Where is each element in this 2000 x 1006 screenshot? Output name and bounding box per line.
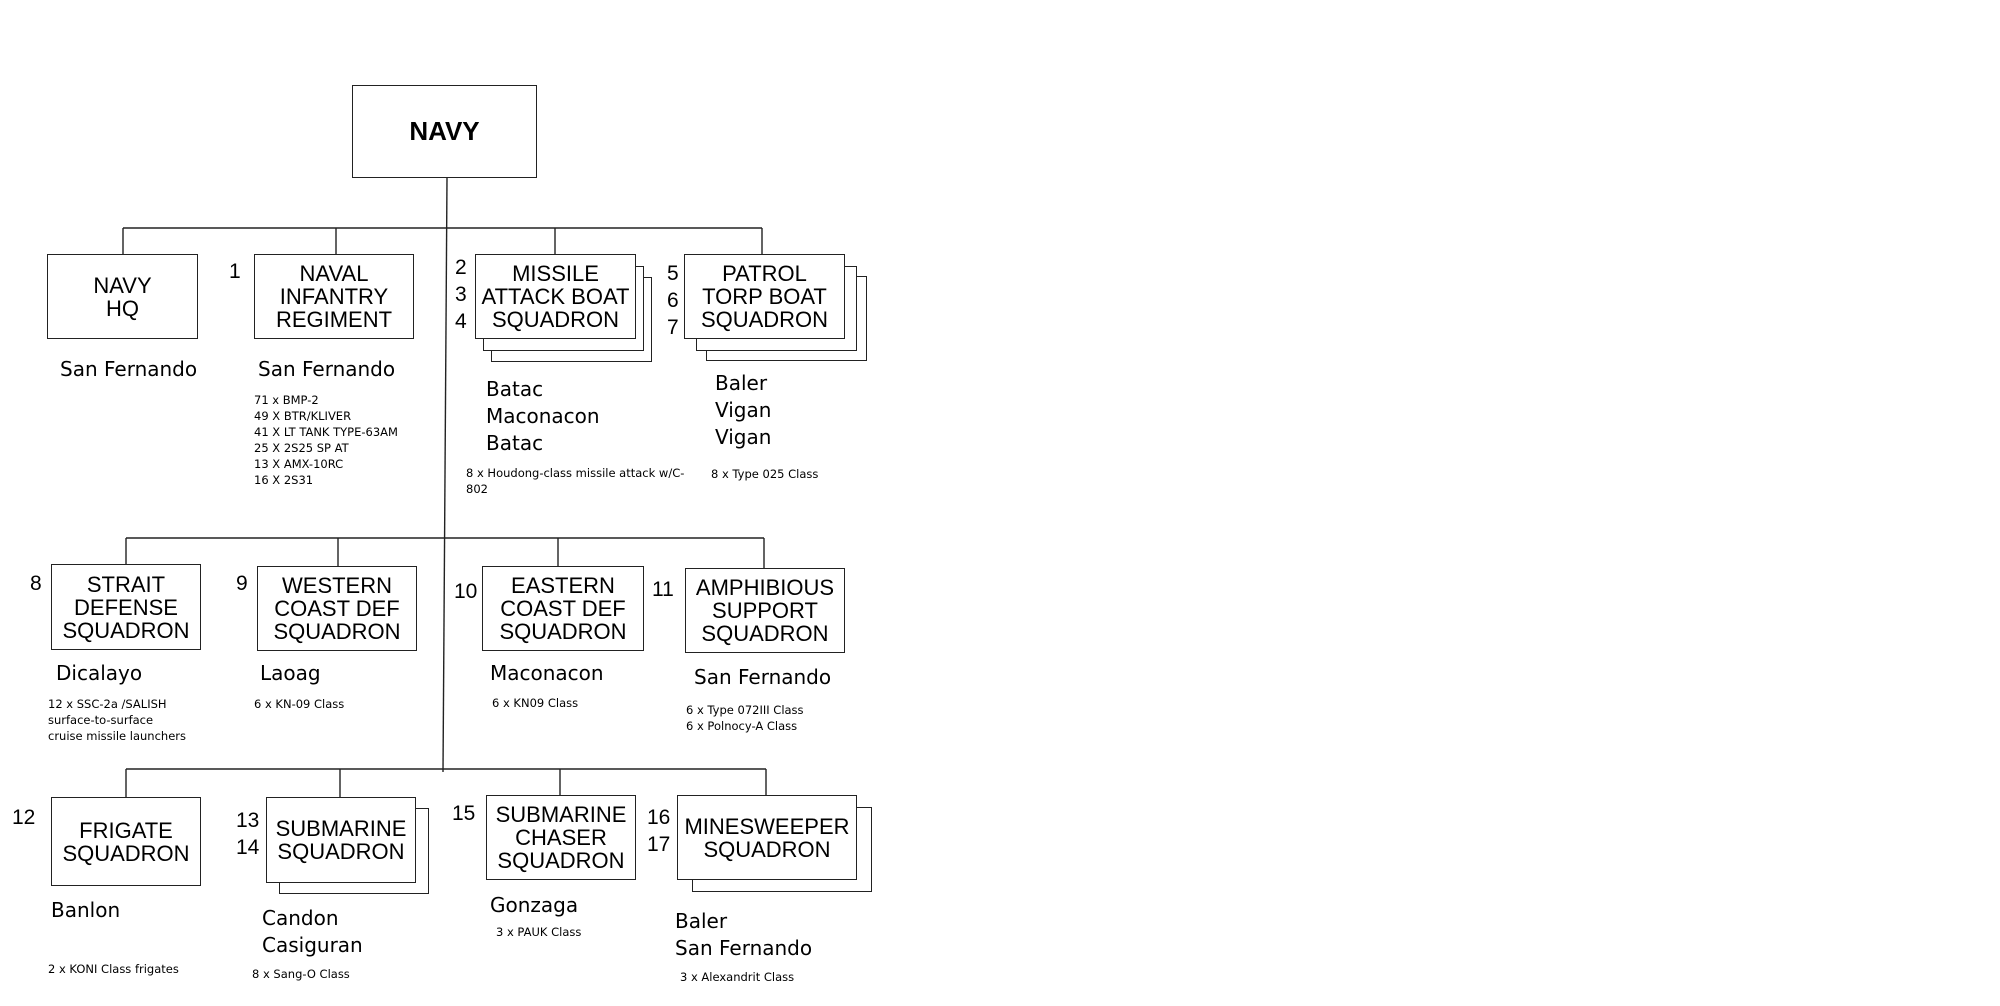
unit-location: Banlon (51, 898, 121, 922)
unit-box-navy-hq (47, 254, 198, 339)
unit-number: 10 (454, 580, 478, 603)
unit-number: 15 (452, 802, 476, 825)
unit-name: MISSILE ATTACK BOAT SQUADRON (481, 261, 630, 332)
unit-box-eastern-coast-def (482, 566, 644, 651)
unit-number: 12 (12, 806, 36, 829)
unit-location: San Fernando (258, 357, 396, 381)
unit-equipment: 2 x KONI Class frigates (48, 962, 179, 976)
unit-name: WESTERN COAST DEF SQUADRON (273, 573, 401, 644)
unit-box-strait-defense (51, 564, 201, 650)
unit-box-submarine (266, 797, 416, 883)
unit-number: 11 (652, 578, 674, 601)
navy-title: NAVY (409, 116, 480, 146)
unit-equipment: 6 x KN09 Class (492, 696, 579, 710)
unit-location: Batac Maconacon Batac (486, 377, 600, 455)
unit-box-western-coast-def (257, 566, 417, 651)
unit-number: 8 (30, 572, 42, 595)
unit-box-submarine-chaser (486, 795, 636, 880)
unit-name: SUBMARINE SQUADRON (275, 816, 407, 864)
unit-number: 13 14 (236, 809, 260, 859)
unit-location: San Fernando (60, 357, 198, 381)
unit-location: Candon Casiguran (262, 906, 363, 957)
unit-number: 5 6 7 (667, 262, 679, 339)
unit-name: EASTERN COAST DEF SQUADRON (499, 573, 627, 644)
unit-name: PATROL TORP BOAT SQUADRON (700, 261, 829, 332)
unit-equipment: 8 x Sang-O Class (252, 967, 350, 981)
unit-equipment: 71 x BMP-2 49 X BTR/KLIVER 41 X LT TANK TYPE-63AM 25 X 2S25 SP AT 13 X AMX-10RC 16 X 2S31 (254, 393, 398, 487)
unit-box-naval-infantry (254, 254, 414, 339)
unit-location: Dicalayo (56, 661, 143, 685)
unit-name: NAVAL INFANTRY REGIMENT (275, 261, 393, 332)
unit-equipment: 6 x Type 072III Class 6 x Polnocy-A Class (686, 703, 804, 733)
unit-equipment: 12 x SSC-2a /SALISH surface-to-surface cruise missile launchers (48, 697, 186, 743)
unit-box-frigate (51, 797, 201, 886)
unit-name: STRAIT DEFENSE SQUADRON (62, 571, 190, 643)
unit-equipment: 6 x KN-09 Class (254, 697, 345, 711)
unit-equipment: 3 x PAUK Class (496, 925, 582, 939)
unit-box-missile-attack-boat (475, 254, 636, 339)
unit-box-minesweeper (677, 795, 857, 880)
unit-equipment: 8 x Houdong-class missile attack w/C- 802 (466, 466, 685, 496)
navy-title-box (352, 85, 537, 178)
unit-box-patrol-torp-boat (684, 254, 845, 339)
unit-equipment: 8 x Type 025 Class (711, 467, 819, 481)
unit-name: AMPHIBIOUS SUPPORT SQUADRON (695, 575, 835, 646)
unit-equipment: 3 x Alexandrit Class (680, 970, 795, 984)
unit-number: 1 (229, 260, 241, 283)
unit-name: SUBMARINE CHASER SQUADRON (495, 802, 627, 873)
unit-number: 2 3 4 (455, 256, 467, 333)
unit-name: NAVY HQ (93, 272, 152, 321)
unit-location: Gonzaga (490, 893, 579, 917)
unit-name: MINESWEEPER SQUADRON (684, 813, 850, 862)
unit-number: 9 (236, 572, 248, 595)
unit-box-amphibious-support (685, 568, 845, 653)
unit-location: Baler San Fernando (675, 909, 813, 960)
unit-location: San Fernando (694, 665, 832, 689)
unit-location: Baler Vigan Vigan (715, 371, 772, 449)
unit-location: Laoag (260, 661, 321, 685)
unit-location: Maconacon (490, 661, 604, 685)
unit-number: 16 17 (647, 806, 671, 856)
unit-name: FRIGATE SQUADRON (62, 817, 190, 866)
